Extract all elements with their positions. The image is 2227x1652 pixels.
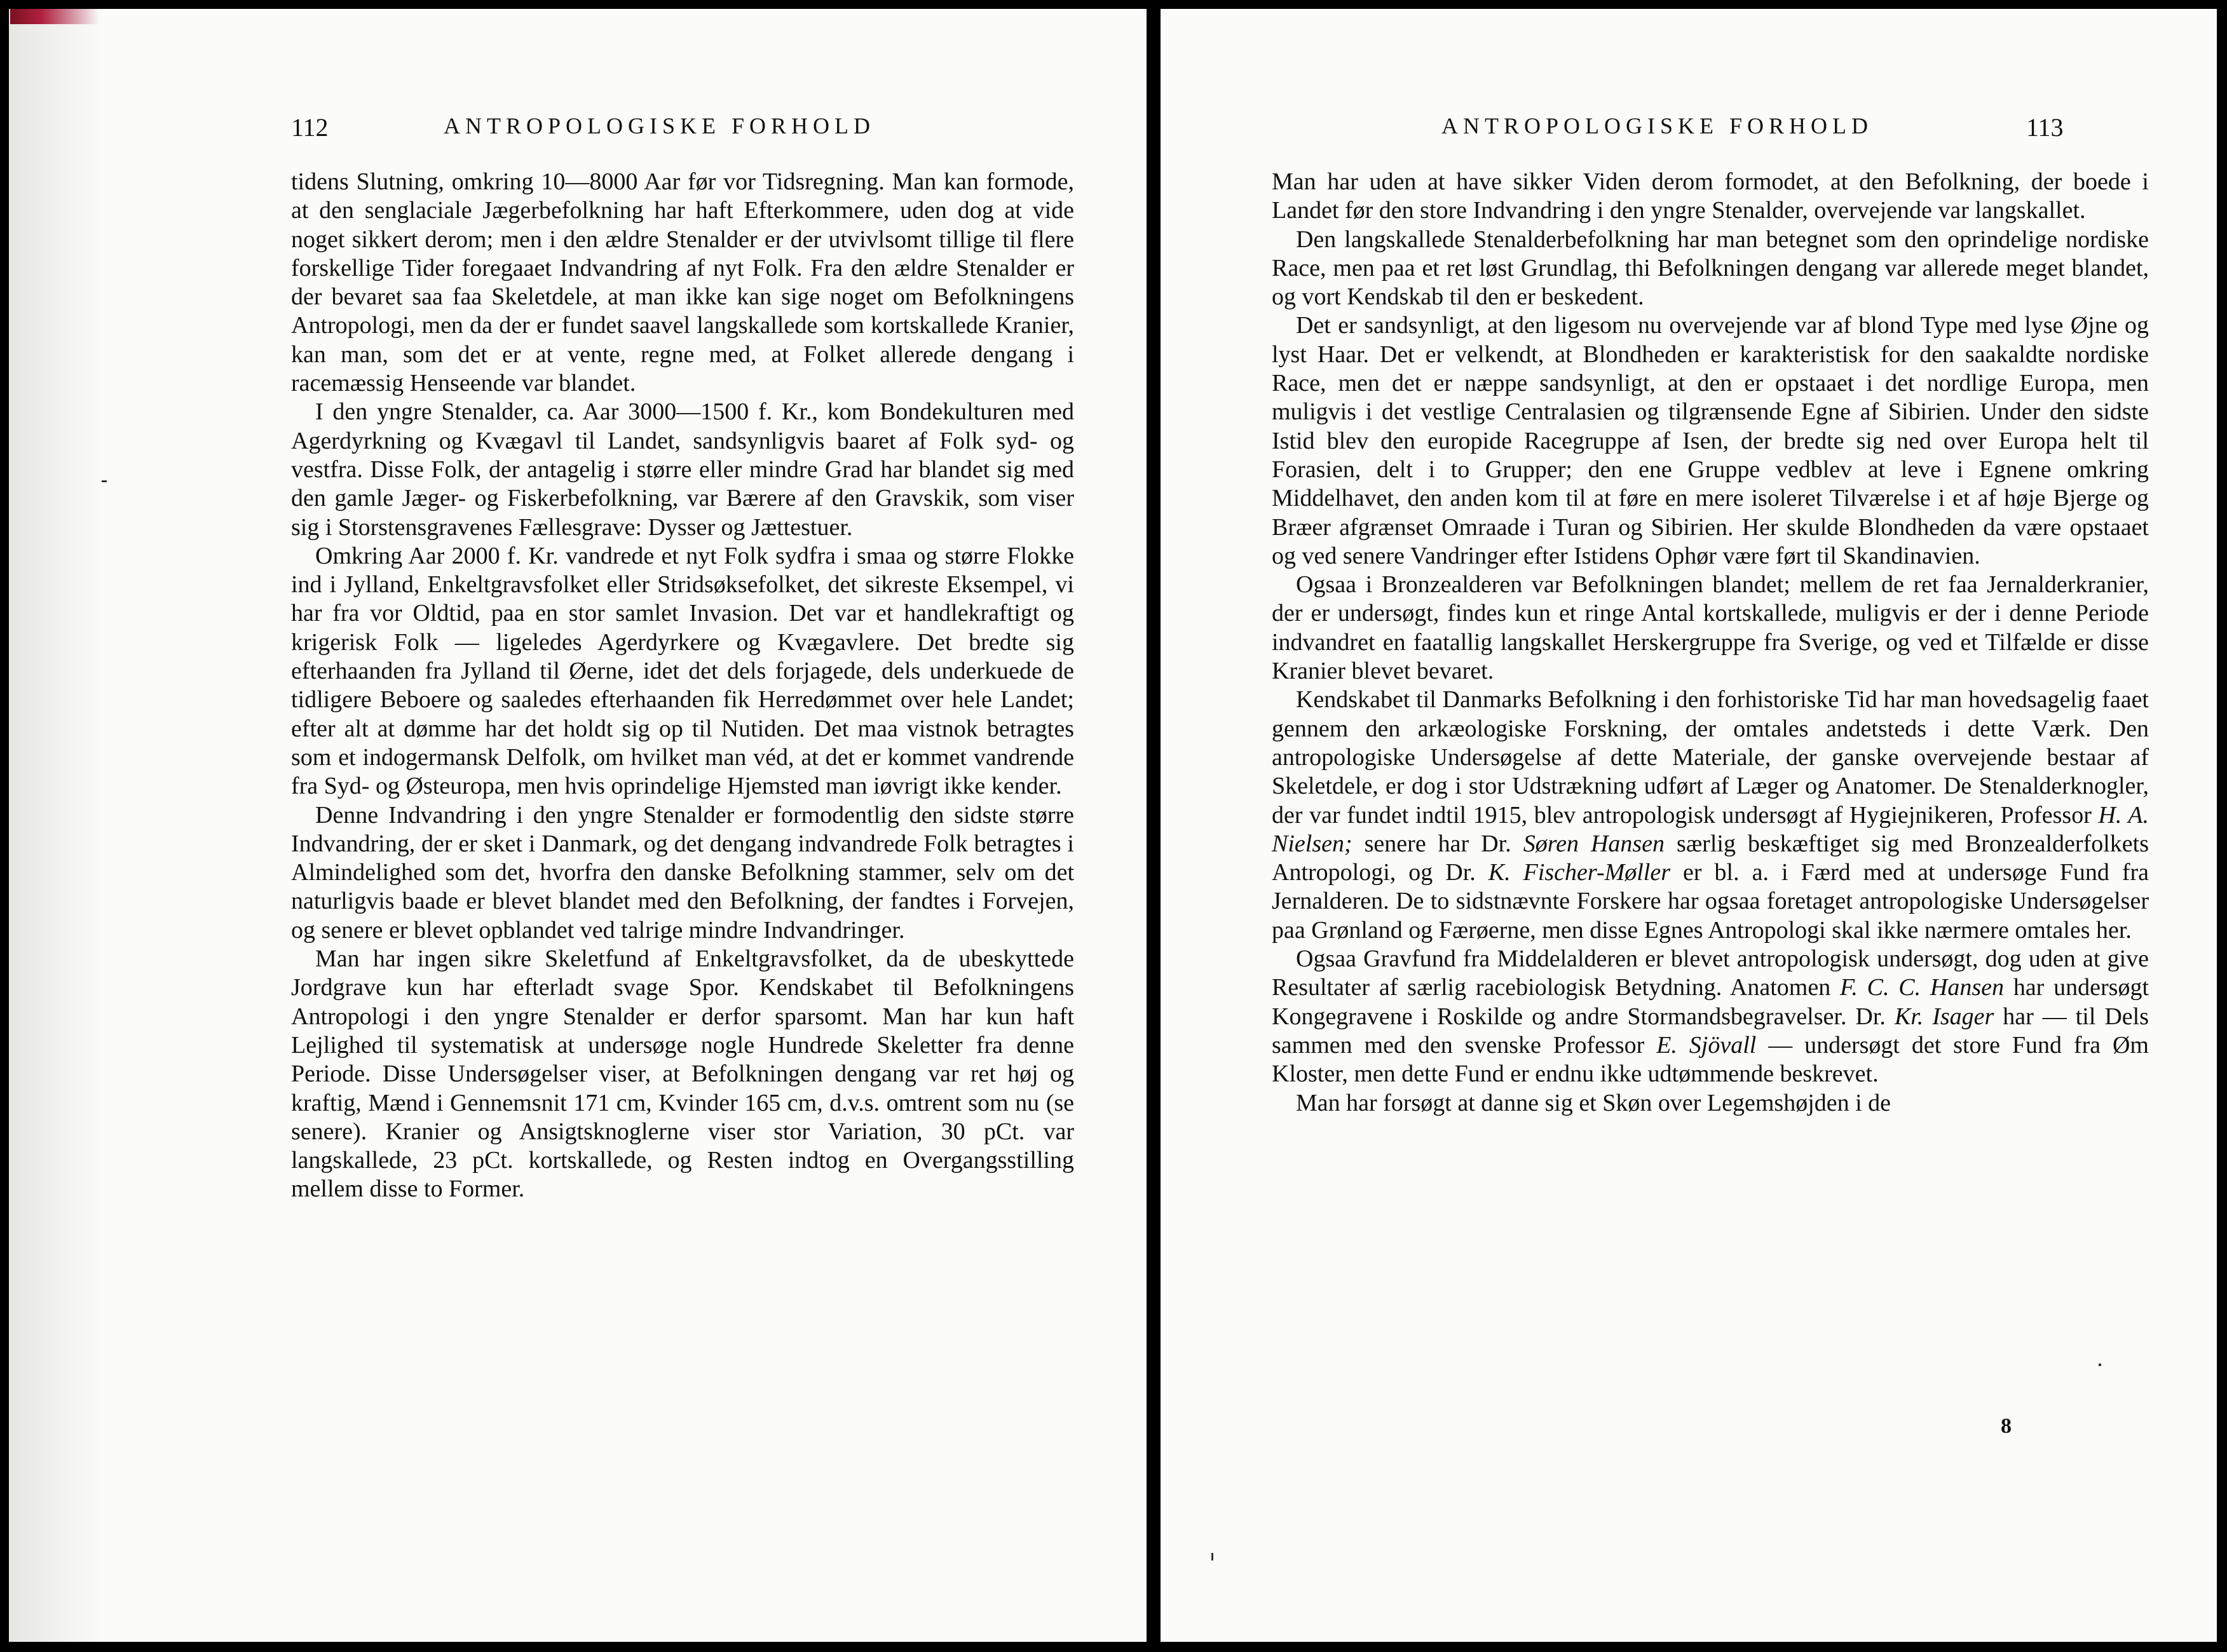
- paragraph: Kendskabet til Danmarks Befolkning i den forhistoriske Tid har man hovedsagelig faaet gennem den arkæologiske Forskning, der omtales andetsteds i dette Værk. Den antropologiske Undersøgelse af dette Materiale, der ganske overvejende bestaar af Skeletdele, er dog i stor Udstrækning udført af Læger og Anatomer. De Stenalderknogler, der var fundet indtil 1915, blev antropologisk undersøgt af Hygiejnikeren, Professor H. A. Nielsen; senere har Dr. Søren Hansen særlig beskæftiget sig med Bronzealderfolkets Antropologi, og Dr. K. Fischer-Møller er bl. a. i Færd med at undersøge Fund fra Jernalderen. De to sidstnævnte Forskere har ogsaa foretaget antropologiske Undersøgelser paa Grønland og Færøerne, men disse Egnes Antropologi skal ikke nærmere omtales her.: [1272, 686, 2149, 944]
- paragraph: I den yngre Stenalder, ca. Aar 3000—1500 f. Kr., kom Bondekulturen med Agerdyrkning og Kvægavl til Landet, sandsynligvis baaret af Folk syd- og vestfra. Disse Folk, der antagelig i større eller mindre Grad har blandet sig med den gamle Jæger- og Fiskerbefolkning, var Bærere af den Gravskik, som viser sig i Storstensgravenes Fællesgrave: Dysser og Jættestuer.: [291, 398, 1074, 541]
- paragraph: Man har forsøgt at danne sig et Skøn over Legemshøjden i de: [1296, 1089, 1891, 1116]
- paragraph: tidens Slutning, omkring 10—8000 Aar før vor Tidsregning. Man kan formode, at den senglaciale Jægerbefolkning har haft Efterkommere, uden dog at vide noget sikkert derom; men i den ældre Stenalder er der utvivlsomt tillige til flere forskellige Tider foregaaet Indvandring af nyt Folk. Fra den ældre Stenalder er der bevaret saa faa Skeletdele, at man ikke kan sige noget om Befolkningens Antropologi, men da der er fundet saavel langskallede som kortskallede Kranier, kan man, som det er at vente, regne med, at Folket allerede dengang i racemæssig Henseende var blandet.: [291, 168, 1074, 397]
- paragraph: Omkring Aar 2000 f. Kr. vandrede et nyt Folk sydfra i smaa og større Flokke ind i Jylland, Enkeltgravsfolket eller Stridsøksefolket, det sikreste Eksempel, vi har fra vor Oldtid, paa en stor samlet Invasion. Det var et handlekraftigt og krigerisk Folk — ligeledes Agerdyrkere og Kvægavlere. Det bredte sig efterhaanden fra Jylland til Øerne, idet det dels forjagede, dels underkuede de tidligere Beboere og saaledes efterhaanden fik Herredømmet over hele Landet; efter alt at dømme har det holdt sig op til Nutiden. Det maa vistnok betragtes som et indogermansk Delfolk, om hvilket man véd, at det er kommet vandrende fra Syd- og Østeuropa, men hvis oprindelige Hjemsted man iøvrigt ikke kender.: [291, 542, 1074, 800]
- scan-speck: [2099, 1364, 2101, 1366]
- running-head: ANTROPOLOGISKE FORHOLD: [444, 113, 876, 139]
- right-page: [1161, 9, 2217, 1642]
- paragraph: Det er sandsynligt, at den ligesom nu overvejende var af blond Type med lyse Øjne og lyst Haar. Det er velkendt, at Blondheden er karakteristisk for den saakaldte nordiske Race, men det er næppe sandsynligt, at den er opstaaet i det nordlige Europa, men muligvis i det vestlige Centralasien og tilgrænsende Egne af Sibirien. Under den sidste Istid blev den europide Racegruppe af Isen, der bredte sig ned over Europa helt til Forasien, delt i to Grupper; den ene Gruppe vedblev at leve i Egnene omkring Middelhavet, den anden kom til at føre en mere isoleret Tilværelse i et af høje Bjerge og Bræer afgrænset Omraade i Turan og Sibirien. Her skulde Blondheden da være opstaaet og ved senere Vandringer efter Istidens Ophør være ført til Skandinavien.: [1272, 312, 2149, 569]
- body-text: [291, 168, 1074, 1204]
- paragraph: Man har ingen sikre Skeletfund af Enkeltgravsfolket, da de ubeskyttede Jordgrave kun har efterladt svage Spor. Kendskabet til Befolkningens Antropologi i den yngre Stenalder er derfor sparsomt. Man har kun haft Lejlighed til systematisk at undersøge nogle Hundrede Skeletter fra denne Periode. Disse Undersøgelser viser, at Befolkningen dengang var ret høj og kraftig, Mænd i Gennemsnit 171 cm, Kvinder 165 cm, d.v.s. omtrent som nu (se senere). Kranier og Ansigtsknoglerne viser stor Variation, 30 pCt. var langskallede, 23 pCt. kortskallede, og Resten indtog en Overgangsstilling mellem disse to Former.: [291, 945, 1074, 1203]
- page-edge-shadow: [9, 9, 104, 1642]
- person-name: Kr. Isager: [1894, 1003, 1994, 1030]
- page-number: 112: [291, 113, 329, 142]
- person-name: Søren Hansen: [1523, 830, 1665, 857]
- person-name: H. A. Nielsen;: [1272, 801, 2149, 857]
- signature-mark: 8: [2001, 1414, 2012, 1438]
- page-number: 113: [2026, 113, 2064, 142]
- body-text: [1272, 168, 2149, 1118]
- paragraph: Ogsaa i Bronzealderen var Befolkningen blandet; mellem de ret faa Jernalderkranier, der er undersøgt, findes kun et ringe Antal kortskallede, muligvis er der i denne Periode indvandret en faatallig langskallet Herskergruppe fra Sverige, og ved et Tilfælde er disse Kranier blevet bevaret.: [1272, 571, 2149, 685]
- person-name: E. Sjövall: [1656, 1031, 1757, 1059]
- scan-speck: [1211, 1553, 1213, 1561]
- paragraph: Denne Indvandring i den yngre Stenalder er formodentlig den sidste større Indvandring, der er sket i Danmark, og det dengang indvandrede Folk betragtes i Almindelighed som det, hvorfra den danske Befolkning stammer, selv om det naturligvis baade er blevet blandet med den Befolkning, der fandtes i Forvejen, og senere er blevet opblandet ved talrige mindre Indvandringer.: [291, 801, 1074, 944]
- paragraph: Ogsaa Gravfund fra Middelalderen er blevet antropologisk undersøgt, dog uden at give Resultater af særlig racebiologisk Betydning. Anatomen F. C. C. Hansen har undersøgt Kongegravene i Roskilde og andre Stormandsbegravelser. Dr. Kr. Isager har — til Dels sammen med den svenske Professor E. Sjövall — undersøgt det store Fund fra Øm Kloster, men dette Fund er endnu ikke udtømmende beskrevet.: [1272, 945, 2149, 1088]
- person-name: F. C. C. Hansen: [1840, 974, 2005, 1001]
- running-head: ANTROPOLOGISKE FORHOLD: [1441, 113, 1874, 139]
- red-edge-mark: [10, 9, 99, 24]
- paragraph: Den langskallede Stenalderbefolkning har man betegnet som den oprindelige nordiske Race, men paa et ret løst Grundlag, thi Befolkningen dengang var allerede meget blandet, og vort Kendskab til den er beskedent.: [1272, 226, 2149, 311]
- paragraph: Man har uden at have sikker Viden derom formodet, at den Befolkning, der boede i Landet før den store Indvandring i den yngre Stenalder, overvejende var langskallet.: [1272, 168, 2149, 224]
- scan-speck: [102, 480, 107, 482]
- left-page: [9, 9, 1147, 1642]
- person-name: K. Fischer-Møller: [1488, 859, 1671, 886]
